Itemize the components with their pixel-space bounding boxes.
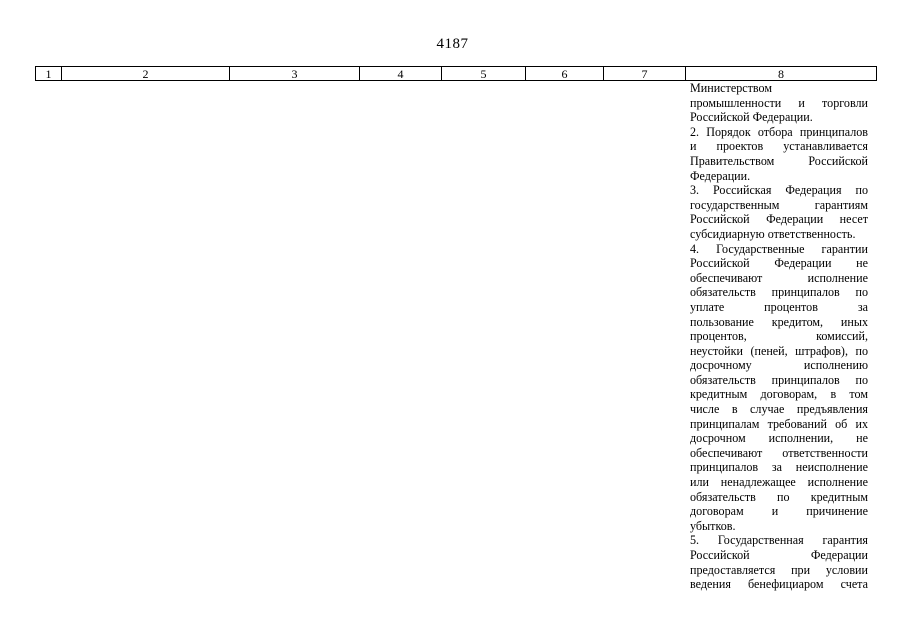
text-line: субсидиарную ответственность. xyxy=(690,226,856,241)
column-header-7: 7 xyxy=(604,67,686,81)
text-line: обеспечивают исполнение xyxy=(690,270,868,285)
text-line: 3. Российская Федерация по xyxy=(690,183,868,198)
column-header-8: 8 xyxy=(686,67,877,81)
text-line: обязательств по кредитным xyxy=(690,489,868,504)
text-line: Российской Федерации xyxy=(690,548,868,562)
text-line: и проектов устанавливается xyxy=(690,139,868,154)
text-line: 2. Порядок отбора принципалов xyxy=(690,124,868,139)
text-line: Правительством Российской xyxy=(690,153,868,168)
text-line: досрочному исполнению xyxy=(690,358,868,373)
column-header-3: 3 xyxy=(230,67,360,81)
text-line: договорам и причинение xyxy=(690,504,868,519)
text-line: или ненадлежащее исполнение xyxy=(690,475,868,490)
text-line: Российской Федерации. xyxy=(690,110,813,125)
column-header-2: 2 xyxy=(62,67,230,81)
text-line: пользование кредитом, иных xyxy=(690,314,868,329)
column-header-5: 5 xyxy=(442,67,526,81)
column-header-1: 1 xyxy=(36,67,62,81)
text-line: неустойки (пеней, штрафов), по xyxy=(690,343,868,358)
column-header-6: 6 xyxy=(526,67,604,81)
column-header-4: 4 xyxy=(360,67,442,81)
text-line: Федерации. xyxy=(690,168,751,183)
text-line: обязательств принципалов по xyxy=(690,285,868,300)
text-line: принципалов за неисполнение xyxy=(690,460,868,475)
text-line: государственным гарантиям xyxy=(690,197,868,212)
text-line: обеспечивают ответственности xyxy=(690,445,868,460)
text-line: принципалам требований об их xyxy=(690,416,868,431)
text-line: 5. Государственная гарантия xyxy=(690,533,868,548)
text-line: промышленности и торговли xyxy=(690,95,868,110)
text-line: процентов, комиссий, xyxy=(690,329,868,344)
text-line: 4. Государственные гарантии xyxy=(690,241,868,256)
text-line: Министерством xyxy=(690,81,772,95)
text-line: Российской Федерации не xyxy=(690,256,868,271)
text-line: уплате процентов за xyxy=(690,299,868,314)
text-line: ведения бенефициаром счета xyxy=(690,577,868,592)
text-line: кредитным договорам, в том xyxy=(690,387,868,402)
text-line: убытков. xyxy=(690,518,736,533)
column-8-text xyxy=(690,81,868,592)
text-line: Российской Федерации несет xyxy=(690,212,868,227)
text-line: обязательств принципалов по xyxy=(690,372,868,387)
text-line: предоставляется при условии xyxy=(690,562,868,577)
text-line: досрочном исполнении, не xyxy=(690,431,868,446)
table-header-row xyxy=(35,66,877,81)
page-number: 4187 xyxy=(436,36,469,52)
text-line: числе в случае предъявления xyxy=(690,402,868,417)
